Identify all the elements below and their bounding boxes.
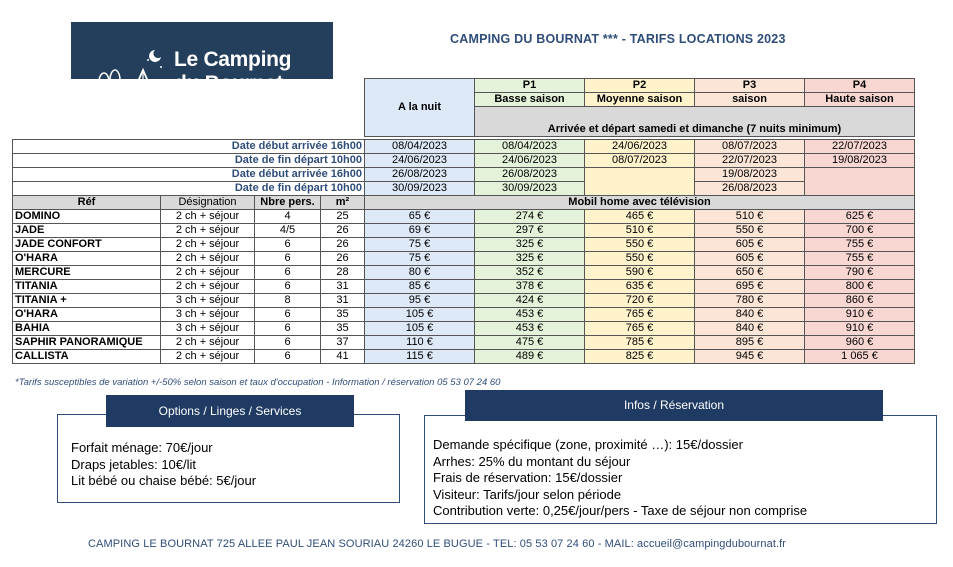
row-price-p4: 700 € (805, 224, 915, 238)
row-pers: 6 (255, 322, 321, 336)
date-cell: 26/08/2023 (475, 168, 585, 182)
options-list (71, 440, 256, 490)
column-header-row (13, 196, 915, 210)
mobil-home-header: Mobil home avec télévision (365, 196, 915, 210)
date-row (13, 140, 915, 154)
row-price-p3: 840 € (695, 308, 805, 322)
row-price-nuit: 69 € (365, 224, 475, 238)
row-price-nuit: 115 € (365, 350, 475, 364)
row-pers: 6 (255, 308, 321, 322)
date-cell: 19/08/2023 (695, 168, 805, 182)
row-price-p1: 489 € (475, 350, 585, 364)
infos-line: Frais de réservation: 15€/dossier (433, 470, 623, 485)
row-price-p2: 550 € (585, 252, 695, 266)
row-price-p1: 325 € (475, 252, 585, 266)
p3-season: saison (695, 93, 805, 107)
infos-list (433, 437, 807, 520)
p3-header: P3 (695, 79, 805, 93)
row-m2: 26 (321, 238, 365, 252)
row-ref: SAPHIR PANORAMIQUE (13, 336, 161, 350)
table-row (13, 336, 915, 350)
row-pers: 6 (255, 280, 321, 294)
row-price-p2: 765 € (585, 322, 695, 336)
row-price-nuit: 95 € (365, 294, 475, 308)
a-la-nuit-header: A la nuit (365, 79, 475, 137)
row-price-p4: 860 € (805, 294, 915, 308)
table-row (13, 308, 915, 322)
row-price-p4: 755 € (805, 252, 915, 266)
row-price-p4: 1 065 € (805, 350, 915, 364)
date-cell: 08/07/2023 (695, 140, 805, 154)
date-cell: 24/06/2023 (365, 154, 475, 168)
row-pers: 6 (255, 238, 321, 252)
row-price-p3: 605 € (695, 238, 805, 252)
row-price-p4: 960 € (805, 336, 915, 350)
date-label: Date début arrivée 16h00 (13, 140, 365, 154)
row-price-p1: 453 € (475, 322, 585, 336)
table-row (13, 322, 915, 336)
row-price-p4: 910 € (805, 322, 915, 336)
row-designation: 2 ch + séjour (161, 252, 255, 266)
date-cell: 24/06/2023 (585, 140, 695, 154)
row-ref: TITANIA + (13, 294, 161, 308)
row-m2: 31 (321, 280, 365, 294)
table-row (13, 280, 915, 294)
p2-season: Moyenne saison (585, 93, 695, 107)
date-row (13, 182, 915, 196)
row-price-p2: 720 € (585, 294, 695, 308)
row-m2: 41 (321, 350, 365, 364)
row-price-p3: 945 € (695, 350, 805, 364)
row-price-p2: 590 € (585, 266, 695, 280)
row-price-p4: 800 € (805, 280, 915, 294)
infos-line: Demande spécifique (zone, proximité …): 15€/dossier (433, 437, 743, 452)
row-pers: 4/5 (255, 224, 321, 238)
row-m2: 35 (321, 322, 365, 336)
row-price-p1: 325 € (475, 238, 585, 252)
row-price-nuit: 105 € (365, 308, 475, 322)
row-pers: 6 (255, 336, 321, 350)
row-price-p1: 453 € (475, 308, 585, 322)
date-label: Date de fin départ 10h00 (13, 154, 365, 168)
date-cell: 24/06/2023 (475, 154, 585, 168)
row-m2: 35 (321, 308, 365, 322)
page-title: CAMPING DU BOURNAT *** - TARIFS LOCATIONS 2023 (450, 32, 786, 46)
infos-line: Arrhes: 25% du montant du séjour (433, 453, 631, 469)
row-price-p2: 765 € (585, 308, 695, 322)
table-row (13, 266, 915, 280)
p2-header: P2 (585, 79, 695, 93)
row-price-p1: 424 € (475, 294, 585, 308)
row-m2: 37 (321, 336, 365, 350)
row-ref: O'HARA (13, 252, 161, 266)
infos-line: Contribution verte: 0,25€/jour/pers - Taxe de séjour non comprise (433, 503, 808, 518)
infos-title: Infos / Réservation (465, 390, 883, 421)
row-designation: 2 ch + séjour (161, 210, 255, 224)
p4-header: P4 (805, 79, 915, 93)
table-row (13, 238, 915, 252)
date-cell: 08/04/2023 (475, 140, 585, 154)
row-designation: 2 ch + séjour (161, 350, 255, 364)
row-designation: 2 ch + séjour (161, 238, 255, 252)
row-price-p3: 895 € (695, 336, 805, 350)
infos-line: Visiteur: Tarifs/jour selon période (433, 486, 622, 502)
date-cell: 26/08/2023 (695, 182, 805, 196)
row-designation: 3 ch + séjour (161, 294, 255, 308)
m2-header: m² (321, 196, 365, 210)
ref-header: Réf (13, 196, 161, 210)
row-m2: 26 (321, 252, 365, 266)
tarif-note: *Tarifs susceptibles de variation +/-50% selon saison et taux d'occupation - Information / réservation 05 53 07 24 60 (15, 377, 501, 388)
row-ref: CALLISTA (13, 350, 161, 364)
row-price-p3: 550 € (695, 224, 805, 238)
row-designation: 2 ch + séjour (161, 266, 255, 280)
row-pers: 8 (255, 294, 321, 308)
row-price-nuit: 105 € (365, 322, 475, 336)
row-price-nuit: 65 € (365, 210, 475, 224)
date-row (13, 168, 915, 182)
row-price-p3: 780 € (695, 294, 805, 308)
stay-rule: Arrivée et départ samedi et dimanche (7 nuits minimum) (475, 107, 915, 137)
row-pers: 6 (255, 252, 321, 266)
row-price-p2: 825 € (585, 350, 695, 364)
date-cell: 22/07/2023 (695, 154, 805, 168)
row-m2: 26 (321, 224, 365, 238)
row-price-p1: 274 € (475, 210, 585, 224)
row-ref: O'HARA (13, 308, 161, 322)
row-designation: 2 ch + séjour (161, 280, 255, 294)
options-line: Draps jetables: 10€/lit (71, 456, 197, 472)
row-ref: TITANIA (13, 280, 161, 294)
row-pers: 4 (255, 210, 321, 224)
p1-header: P1 (475, 79, 585, 93)
row-m2: 28 (321, 266, 365, 280)
table-row (13, 294, 915, 308)
row-price-p1: 475 € (475, 336, 585, 350)
row-designation: 2 ch + séjour (161, 336, 255, 350)
p4-season: Haute saison (805, 93, 915, 107)
date-label: Date début arrivée 16h00 (13, 168, 365, 182)
row-price-p2: 510 € (585, 224, 695, 238)
row-designation: 2 ch + séjour (161, 224, 255, 238)
row-price-p1: 378 € (475, 280, 585, 294)
row-pers: 6 (255, 266, 321, 280)
footer-contact: CAMPING LE BOURNAT 725 ALLEE PAUL JEAN SOURIAU 24260 LE BUGUE - TEL: 05 53 07 24 60 - MAIL: accueil@campingdubournat.fr (88, 538, 787, 550)
row-m2: 25 (321, 210, 365, 224)
row-ref: MERCURE (13, 266, 161, 280)
row-price-p1: 297 € (475, 224, 585, 238)
row-price-p3: 840 € (695, 322, 805, 336)
row-ref: JADE CONFORT (13, 238, 161, 252)
date-cell (585, 168, 695, 196)
table-row (13, 210, 915, 224)
row-price-p4: 755 € (805, 238, 915, 252)
row-price-nuit: 75 € (365, 238, 475, 252)
row-ref: BAHIA (13, 322, 161, 336)
row-price-p2: 465 € (585, 210, 695, 224)
date-cell: 22/07/2023 (805, 140, 915, 154)
options-line: Lit bébé ou chaise bébé: 5€/jour (71, 473, 257, 488)
row-price-p4: 910 € (805, 308, 915, 322)
row-price-p3: 695 € (695, 280, 805, 294)
row-price-nuit: 110 € (365, 336, 475, 350)
row-price-p2: 635 € (585, 280, 695, 294)
row-price-p4: 790 € (805, 266, 915, 280)
options-title: Options / Linges / Services (106, 395, 354, 427)
row-price-p4: 625 € (805, 210, 915, 224)
row-pers: 6 (255, 350, 321, 364)
tarif-table (12, 78, 915, 364)
row-price-nuit: 85 € (365, 280, 475, 294)
pers-header: Nbre pers. (255, 196, 321, 210)
row-price-nuit: 75 € (365, 252, 475, 266)
row-price-p2: 550 € (585, 238, 695, 252)
row-designation: 3 ch + séjour (161, 322, 255, 336)
date-cell: 08/04/2023 (365, 140, 475, 154)
row-designation: 3 ch + séjour (161, 308, 255, 322)
date-cell: 30/09/2023 (365, 182, 475, 196)
date-cell: 19/08/2023 (805, 154, 915, 168)
options-line: Forfait ménage: 70€/jour (71, 440, 213, 455)
row-price-p3: 650 € (695, 266, 805, 280)
date-cell: 30/09/2023 (475, 182, 585, 196)
date-row (13, 154, 915, 168)
table-row (13, 252, 915, 266)
date-cell: 26/08/2023 (365, 168, 475, 182)
row-price-nuit: 80 € (365, 266, 475, 280)
date-cell (805, 168, 915, 196)
row-ref: DOMINO (13, 210, 161, 224)
row-price-p3: 510 € (695, 210, 805, 224)
row-m2: 31 (321, 294, 365, 308)
logo-line-1: Le Camping (174, 48, 292, 71)
row-ref: JADE (13, 224, 161, 238)
row-price-p2: 785 € (585, 336, 695, 350)
table-row (13, 224, 915, 238)
table-row (13, 350, 915, 364)
date-label: Date de fin départ 10h00 (13, 182, 365, 196)
p1-season: Basse saison (475, 93, 585, 107)
row-price-p1: 352 € (475, 266, 585, 280)
row-price-p3: 605 € (695, 252, 805, 266)
designation-header: Désignation (161, 196, 255, 210)
date-cell: 08/07/2023 (585, 154, 695, 168)
